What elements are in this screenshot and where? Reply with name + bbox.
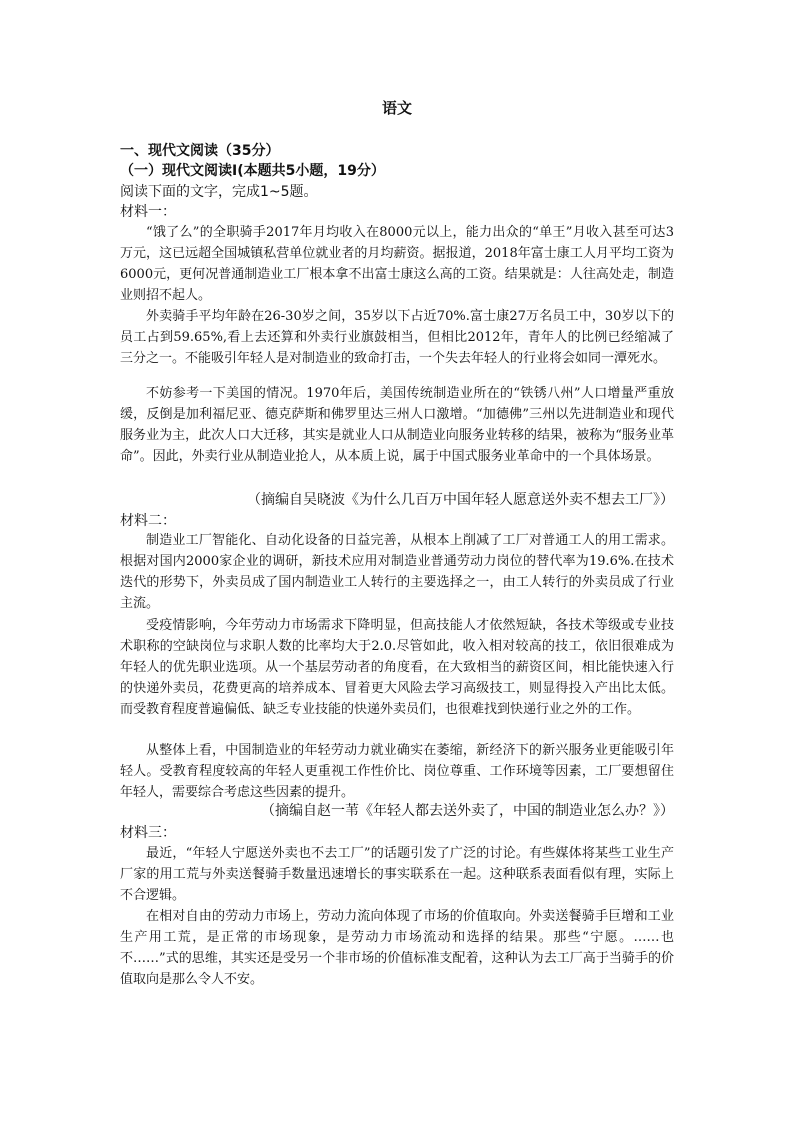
material1-source: （摘编自吴晓波《为什么几百万中国年轻人愿意送外卖不想去工厂》） <box>247 492 674 508</box>
material2-paragraph-3: 从整体上看，中国制造业的年轻劳动力就业确实在萎缩，新经济下的新兴服务业更能吸引年轻人。受教育程度较高的年轻人更重视工作性价比、岗位尊重、工作环境等因素，工厂要想留住年轻人，需要综合考虑这些因素的提升。 <box>120 743 674 800</box>
material3-paragraph-1: 最近，“年轻人宁愿送外卖也不去工厂”的话题引发了广泛的讨论。有些媒体将某些工业生产厂家的用工荒与外卖送餐骑手数量迅速增长的事实联系在一起。这种联系表面看似有理，实际上不合逻辑。 <box>120 846 674 903</box>
material3-paragraph-2: 在相对自由的劳动力市场上，劳动力流向体现了市场的价值取向。外卖送餐骑手巨增和工业生产用工荒，是正常的市场现象，是劳动力市场流动和选择的结果。那些“宁愿。……也不……”式的思维，其实还是受另一个非市场的价值标准支配着，这种认为去工厂高于当骑手的价值取向是那么令人不安。 <box>120 909 674 987</box>
material1-paragraph-1: “饿了么”的全职骑手2017年月均收入在8000元以上，能力出众的“单王”月收入甚至可达3万元，这已远超全国城镇私营单位就业者的月均薪资。据报道，2018年富士康工人月平均工资为6000元，更何况普通制造业工厂根本拿不出富士康这么高的工资。结果就是：人往高处走，制造业则招不起人。 <box>120 225 674 303</box>
material3-label: 材料三： <box>120 825 176 841</box>
instruction-text: 阅读下面的文字，完成1~5题。 <box>120 184 318 200</box>
material1-paragraph-2: 外卖骑手平均年龄在26-30岁之间，35岁以下占近70%.富士康27万名员工中，30岁以下的员工占到59.65%,看上去还算和外卖行业旗鼓相当，但相比2012年，青年人的比例已经缩减了三分之一。不能吸引年轻人是对制造业的致命打击，一个失去年轻人的行业将会如同一潭死水。 <box>120 309 674 366</box>
material2-paragraph-1: 制造业工厂智能化、自动化设备的日益完善，从根本上削减了工厂对普通工人的用工需求。根据对国内2000家企业的调研，新技术应用对制造业普通劳动力岗位的替代率为19.6%.在技术迭代的形势下，外卖员成了国内制造业工人转行的主要选择之一，由工人转行的外卖员成了行业主流。 <box>120 533 674 611</box>
material2-source: （摘编自赵一苇《年轻人都去送外卖了，中国的制造业怎么办？》） <box>261 803 674 819</box>
material2-paragraph-2: 受疫情影响，今年劳动力市场需求下降明显，但高技能人才依然短缺，各技术等级或专业技术职称的空缺岗位与求职人数的比率均大于2.0.尽管如此，收入相对较高的技工，依旧很难成为年轻人的优先职业选项。从一个基层劳动者的角度看，在大致相当的薪资区间，相比能快速入行的快递外卖员，花费更高的培养成本、冒着更大风险去学习高级技工，则显得投入产出比太低。而受教育程度普遍偏低、缺乏专业技能的快递外卖员们，也很难找到快递行业之外的工作。 <box>120 618 674 717</box>
subsection-heading: （一）现代文阅读Ⅰ(本题共5小题，19分） <box>120 163 385 179</box>
page-title: 语文 <box>381 99 412 117</box>
material1-paragraph-3: 不妨参考一下美国的情况。1970年后，美国传统制造业所在的“铁锈八州”人口增量严重放缓，反倒是加利福尼亚、德克萨斯和佛罗里达三州人口激增。“加德佛”三州以先进制造业和现代服务业为主，此次人口大迁移，其实是就业人口从制造业向服务业转移的结果，被称为“服务业革命”。因此，外卖行业从制造业抢人，从本质上说，属于中国式服务业革命中的一个具体场景。 <box>120 386 674 464</box>
section-heading: 一、现代文阅读（35分） <box>120 143 280 159</box>
material2-label: 材料二： <box>120 513 176 529</box>
material1-label: 材料一： <box>120 204 176 220</box>
